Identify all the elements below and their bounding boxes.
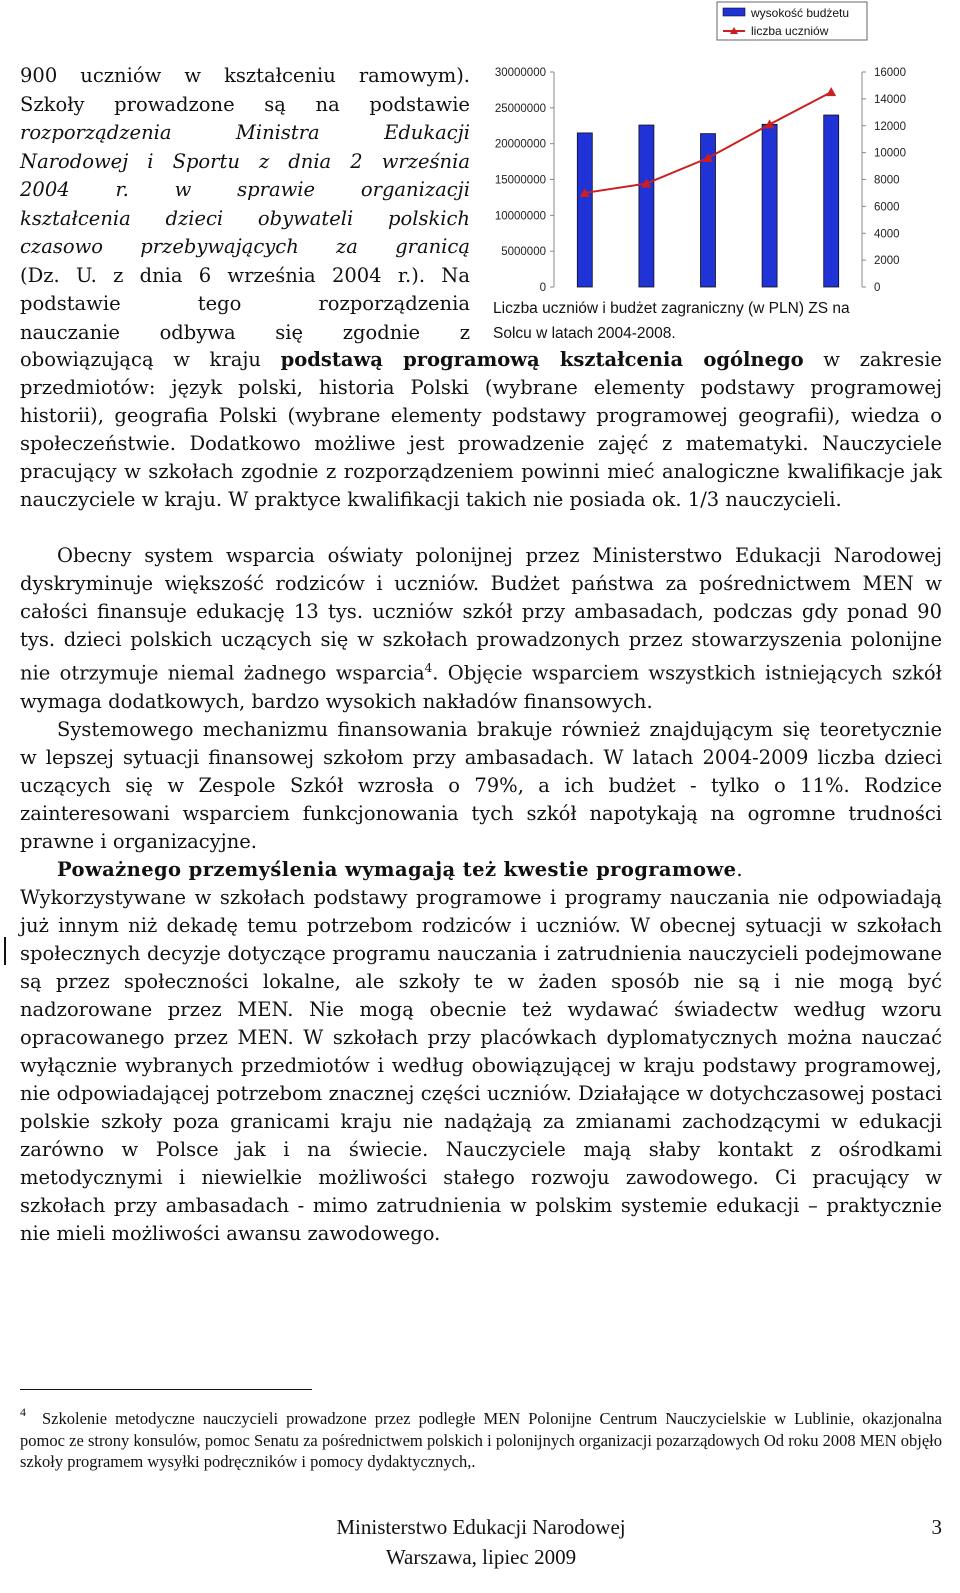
word: i <box>147 149 154 173</box>
right-tick-label: 6000 <box>874 201 900 214</box>
word: U. <box>75 263 97 287</box>
word: prowadzone <box>114 92 235 116</box>
legend-budget-label: wysokość budżetu <box>751 6 850 20</box>
paragraph-2 <box>20 542 942 716</box>
footnote <box>20 1402 942 1473</box>
word: Na <box>441 263 470 287</box>
word: podstawie <box>20 292 121 315</box>
word: obywateli <box>257 206 354 230</box>
left-tick-label: 30000000 <box>494 67 546 79</box>
footnote-rule <box>20 1389 312 1390</box>
left-line <box>20 91 470 120</box>
footnote-text: Szkolenie metodyczne nauczycieli prowadzone przez podległe MEN Polonijne Centrum Nauczycielskie w Lublinie, okazjonalna pomoc ze strony konsulów, pomoc Senatu za pośrednictwem polskich i polonijnych organizacji pozarządowych Od roku 2008 MEN objęło szkoły programem wysyłki podręczników i pomocy dydaktycznych,. <box>20 1409 942 1471</box>
paragraph-5: Wykorzystywane w szkołach podstawy programowe i programy nauczania nie odpowiadają już innym niż dekadę temu potrzebom rodziców i uczniów. W obecnej sytuacji w szkołach społecznych decyzje dotyczące programu nauczania i zatrudnienia nauczycieli podejmowane są przez społeczności lokalne, ale szkoły te w żaden sposób nie są i nie mogą być nadzorowane przez MEN. Nie mogą obecnie też wydawać świadectw według wzoru opracowanego przez MEN. W szkołach przy placówkach dyplomatycznych można nauczać wyłącznie wybranych przedmiotów i według obowiązującej w kraju podstawy programowej, nie odpowiadającej potrzebom znacznej części uczniów. Działające w dotychczasowej postaci polskie szkoły poza granicami kraju nie nadążają za zmianami zachodzącymi w edukacji zarówno w Polsce jak i na świecie. Nauczyciele mają słaby kontakt z ośrodkami metodycznymi i niewielkie możliwości stałego rozwoju zawodowego. Ci pracujący w szkołach przy ambasadach - mimo zatrudnienia w polskim systemie edukacji – praktycznie nie mieli możliwości awansu zawodowego. <box>20 885 942 1245</box>
word: Edukacji <box>384 121 470 144</box>
left-tick-label: 15000000 <box>494 174 546 187</box>
left-line <box>20 233 470 262</box>
left-line <box>20 262 470 291</box>
word: są <box>264 92 286 116</box>
word: kształcenia <box>20 206 131 230</box>
p1-start: obowiązującą w kraju <box>20 348 281 371</box>
revision-bar <box>4 937 6 965</box>
word: granicą <box>395 235 470 258</box>
chart-svg <box>480 0 950 345</box>
word: podstawie <box>369 92 470 116</box>
word: odbywa <box>159 320 236 344</box>
students-point <box>826 87 836 96</box>
right-tick-label: 12000 <box>874 120 906 133</box>
left-tick-label: 5000000 <box>501 246 546 259</box>
right-tick-label: 0 <box>874 282 881 294</box>
footnote-number: 4 <box>20 1405 26 1419</box>
word: rozporządzenia <box>318 292 470 315</box>
footer-date: Warszawa, lipiec 2009 <box>385 1545 577 1569</box>
right-tick-label: 14000 <box>874 93 906 106</box>
word: września <box>227 263 316 287</box>
word: nauczanie <box>20 320 120 344</box>
budget-bar <box>577 133 592 287</box>
word: zgodnie <box>342 320 421 344</box>
word: z <box>258 149 270 173</box>
left-line <box>20 119 470 148</box>
right-tick-label: 8000 <box>874 174 900 187</box>
word: (Dz. <box>20 263 60 287</box>
word: rozporządzenia <box>20 121 172 144</box>
left-line <box>20 290 470 319</box>
p4-bold: Poważnego przemyślenia wymagają też kwestie programowe <box>57 857 737 881</box>
word: kształceniu <box>224 64 336 87</box>
chart-caption: Liczba uczniów i budżet zagraniczny (w PLN) ZS na Solcu w latach 2004-2008. <box>493 300 850 342</box>
word: 6 <box>198 263 212 287</box>
footer-ministry: Ministerstwo Edukacji Narodowej <box>336 1515 626 1539</box>
word: uczniów <box>80 64 162 87</box>
word: Narodowej <box>20 149 129 173</box>
word: r.). <box>397 263 426 287</box>
left-tick-label: 0 <box>539 282 546 294</box>
p2-text: Obecny system wsparcia oświaty polonijnej przez Ministerstwo Edukacji Narodowej dyskryminuje większość rodziców i uczniów. Budżet państwa za pośrednictwem MEN w całości finansuje edukację 13 tys. uczniów szkół przy ambasadach, podczas gdy ponad 90 tys. dzieci polskich uczących się w szkołach prowadzonych przez stowarzyszenia polonijne nie otrzymuje niemal żadnego wsparcia <box>20 544 942 685</box>
word: z <box>459 320 470 344</box>
left-tick-label: 20000000 <box>494 138 546 151</box>
word: dnia <box>139 263 183 287</box>
students-point <box>765 119 775 128</box>
footnote-ref: 4 <box>424 661 433 675</box>
left-tick-label: 10000000 <box>494 210 546 223</box>
word: 2 <box>350 149 363 173</box>
word: czasowo <box>20 235 103 258</box>
left-column-text <box>20 62 470 347</box>
left-line <box>20 148 470 177</box>
page-number: 3 <box>931 1515 942 1539</box>
word: polskich <box>387 206 470 230</box>
budget-bar <box>762 124 777 287</box>
paragraph-3: Systemowego mechanizmu finansowania brakuje również znajdującym się teoretycznie w lepszej sytuacji finansowej szkołom przy ambasadach. W latach 2004-2009 liczba dzieci uczących się w Zespole Szkół wzrosła o 79%, a ich budżet - tylko o 11%. Rodzice zainteresowani wsparciem funkcjonowania tych szkół napotykają na ogromne trudności prawne i organizacyjne. <box>20 717 942 853</box>
right-tick-label: 16000 <box>874 67 906 79</box>
p1-rest: w zakresie przedmiotów: język polski, historia Polski (wybrane elementy podstawy programowej historii), geografia Polski (wybrane elementy podstawy programowej geografii), wiedza o społeczeństwie. Dodatkowo możliwe jest prowadzenie zajęć z matematyki. Nauczyciele pracujący w szkołach zgodnie z rozporządzeniem powinni mieć analogiczne kwalifikacje jak nauczyciele w kraju. W praktyce kwalifikacji takich nie posiada ok. 1/3 nauczycieli. <box>20 348 942 511</box>
word: tego <box>197 292 242 315</box>
word: 2004 <box>20 178 70 201</box>
paragraph-1 <box>20 346 942 514</box>
word: organizacji <box>360 178 470 201</box>
paragraph-4 <box>20 856 942 884</box>
word: Szkoły <box>20 92 85 116</box>
word: w <box>184 64 202 87</box>
left-tick-label: 25000000 <box>494 102 546 115</box>
right-tick-label: 4000 <box>874 228 900 241</box>
left-line <box>20 176 470 205</box>
word: września <box>381 149 470 173</box>
word: przebywających <box>140 235 299 258</box>
left-line <box>20 62 470 91</box>
legend-students-label: liczba uczniów <box>751 24 829 38</box>
word: Sportu <box>172 149 240 173</box>
paragraph-gap <box>20 514 942 542</box>
word: za <box>336 235 358 258</box>
right-tick-label: 10000 <box>874 147 906 160</box>
right-tick-label: 2000 <box>874 255 900 268</box>
budget-bar <box>824 115 839 287</box>
word: sprawie <box>237 178 316 201</box>
legend-bar-swatch <box>723 8 745 16</box>
budget-students-chart <box>480 0 950 345</box>
word: 900 <box>20 64 58 87</box>
page-footer <box>20 1513 942 1593</box>
left-line <box>20 319 470 348</box>
word: z <box>113 263 124 287</box>
word: się <box>275 320 304 344</box>
word: w <box>174 178 192 201</box>
p2-rest: . Objęcie wsparciem wszystkich istniejących szkół wymaga dodatkowych, bardzo wysokich nakładów finansowych. <box>20 661 942 713</box>
left-line <box>20 205 470 234</box>
word: na <box>315 92 340 116</box>
word: r. <box>115 178 129 201</box>
word: dnia <box>288 149 332 173</box>
word: 2004 <box>331 263 382 287</box>
p1-bold: podstawą programową kształcenia ogólnego <box>280 348 804 371</box>
word: dzieci <box>165 206 224 230</box>
p4-dot: . <box>736 857 743 881</box>
main-text <box>20 346 942 1248</box>
budget-bar <box>639 125 654 287</box>
word: ramowym). <box>358 64 470 87</box>
word: Ministra <box>235 121 320 144</box>
